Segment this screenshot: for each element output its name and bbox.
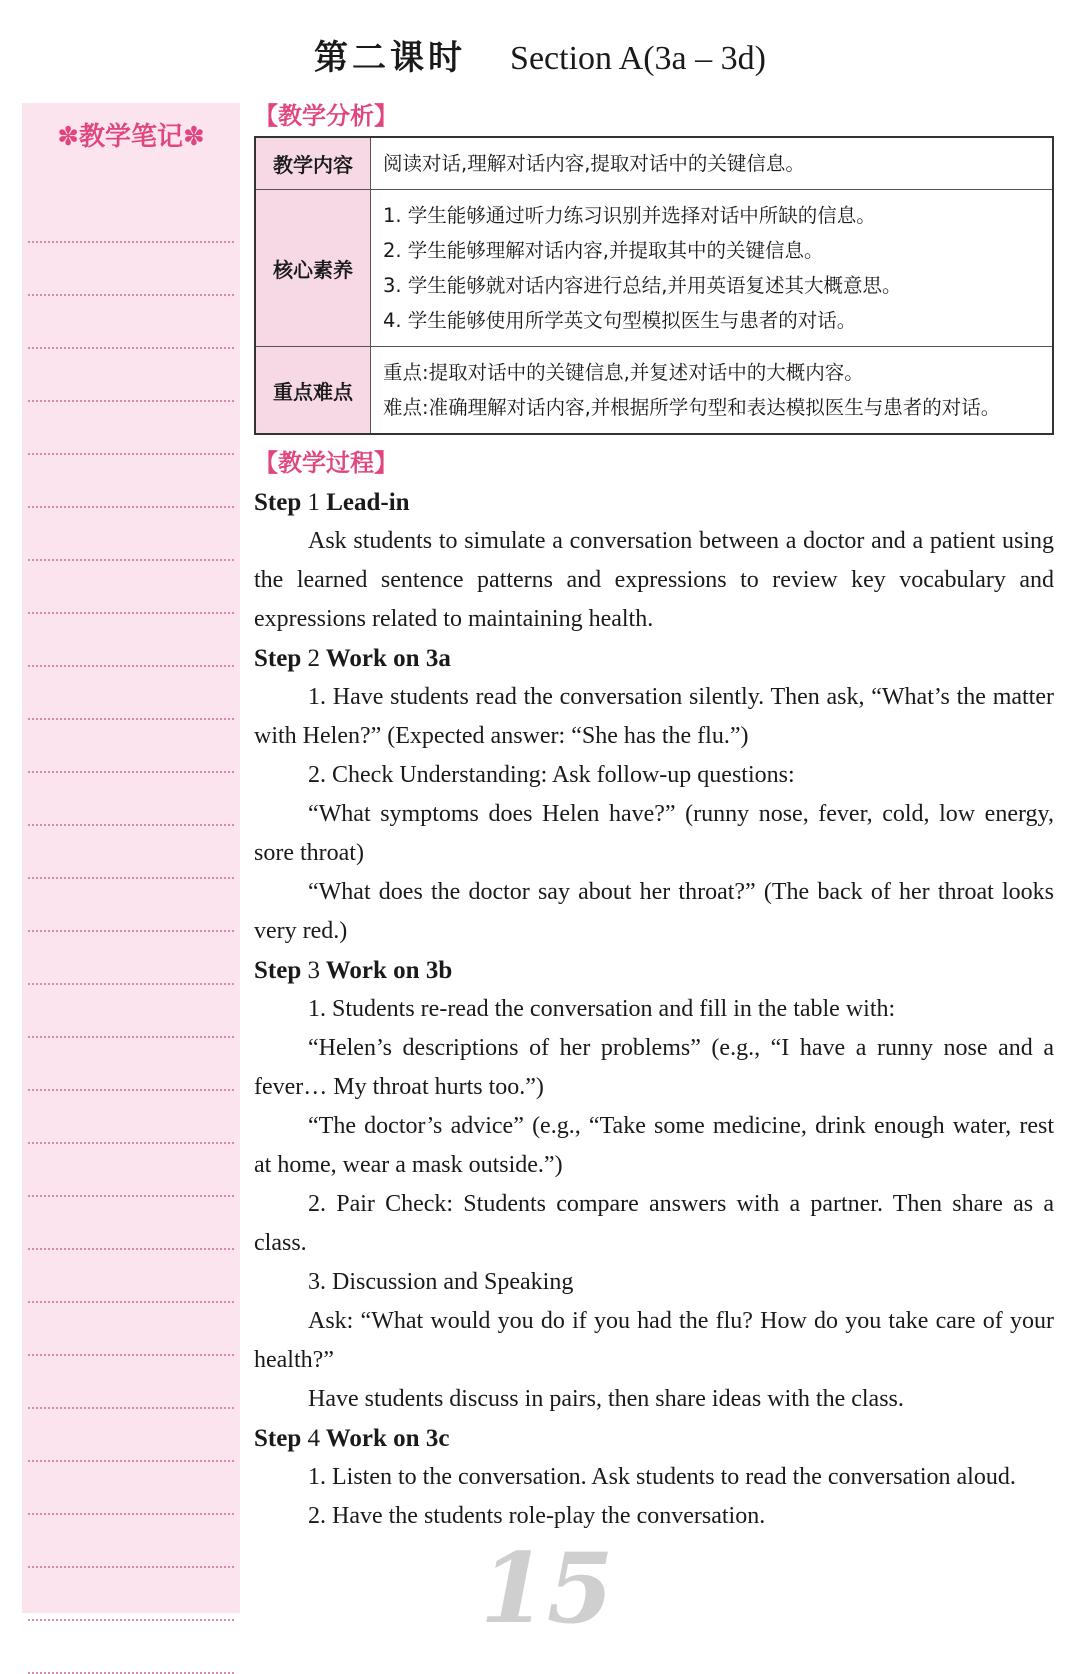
- note-line: [28, 349, 234, 402]
- note-line: [28, 1515, 234, 1568]
- step-name: Lead-in: [326, 489, 410, 516]
- table-row: [255, 347, 1053, 435]
- note-line: [28, 614, 234, 667]
- note-line: [28, 985, 234, 1038]
- row-header: 教学内容: [255, 137, 371, 190]
- step-paragraph: 1. Listen to the conversation. Ask students to read the conversation aloud.: [308, 1464, 1016, 1490]
- note-line: [28, 561, 234, 614]
- note-line: [28, 932, 234, 985]
- step-paragraph: 1. Students re-read the conversation and fill in the table with:: [308, 996, 896, 1022]
- page-title: [0, 30, 1080, 79]
- row-content: [371, 190, 1054, 347]
- note-line: [28, 1091, 234, 1144]
- note-line: [28, 402, 234, 455]
- row-header: 核心素养: [255, 190, 371, 347]
- sidebar-title: ✽教学笔记✽: [57, 122, 205, 152]
- step-word: Step: [254, 489, 302, 516]
- note-line: [28, 773, 234, 826]
- analysis-label: 【教学分析】: [254, 102, 398, 130]
- note-line: [28, 455, 234, 508]
- step-paragraph: “What does the doctor say about her throat?” (The back of her throat looks very red.): [254, 879, 1054, 944]
- step-paragraph: Ask: “What would you do if you had the flu? How do you take care of your health?”: [254, 1308, 1054, 1373]
- step-number: 3: [307, 957, 320, 984]
- note-line: [28, 243, 234, 296]
- note-line: [28, 1409, 234, 1462]
- note-line: [28, 190, 234, 243]
- content-line: 难点:准确理解对话内容,并根据所学句型和表达模拟医生与患者的对话。: [383, 396, 1001, 419]
- step-paragraph: 1. Have students read the conversation silently. Then ask, “What’s the matter with Helen?” (Expected answer: “She has the flu.”): [254, 684, 1054, 749]
- step-paragraph: Ask students to simulate a conversation between a doctor and a patient using the learned sentence patterns and expressions to review key vocabulary and expressions related to maintaining health.: [254, 528, 1054, 632]
- note-line: [28, 296, 234, 349]
- step-heading: [254, 483, 1054, 522]
- row-header: 重点难点: [255, 347, 371, 435]
- step-number: 1: [307, 489, 320, 516]
- content-line: 3. 学生能够就对话内容进行总结,并用英语复述其大概意思。: [383, 274, 902, 297]
- note-line: [28, 1356, 234, 1409]
- main-content: [254, 96, 1054, 1536]
- note-lines: [22, 190, 240, 1674]
- step-heading: [254, 639, 1054, 678]
- content-line: 重点:提取对话中的关键信息,并复述对话中的大概内容。: [383, 361, 864, 384]
- content-line: 1. 学生能够通过听力练习识别并选择对话中所缺的信息。: [383, 204, 876, 227]
- step-paragraph: Have students discuss in pairs, then share ideas with the class.: [308, 1386, 904, 1412]
- note-line: [28, 1568, 234, 1621]
- step-heading: [254, 1419, 1054, 1458]
- row-content: [371, 347, 1054, 435]
- step-name: Work on 3c: [325, 1425, 450, 1452]
- step-name: Work on 3b: [325, 957, 453, 984]
- page-number: 15: [480, 1532, 614, 1645]
- step-paragraph: 3. Discussion and Speaking: [308, 1269, 574, 1295]
- step-name: Work on 3a: [325, 645, 451, 672]
- step-paragraph: “The doctor’s advice” (e.g., “Take some medicine, drink enough water, rest at home, wear a mask outside.”): [254, 1113, 1054, 1178]
- step-paragraph: 2. Check Understanding: Ask follow-up questions:: [308, 762, 795, 788]
- step-heading: [254, 951, 1054, 990]
- lesson-title-chinese: 第二课时: [314, 38, 467, 78]
- step-paragraph: 2. Pair Check: Students compare answers with a partner. Then share as a class.: [254, 1191, 1054, 1256]
- notes-sidebar: [22, 103, 240, 1613]
- note-line: [28, 1250, 234, 1303]
- content-line: 2. 学生能够理解对话内容,并提取其中的关键信息。: [383, 239, 824, 262]
- note-line: [28, 508, 234, 561]
- note-line: [28, 667, 234, 720]
- step-word: Step: [254, 957, 302, 984]
- step-paragraph: “What symptoms does Helen have?” (runny nose, fever, cold, low energy, sore throat): [254, 801, 1054, 866]
- teaching-steps: [254, 483, 1054, 1536]
- step-paragraph: 2. Have the students role-play the conversation.: [308, 1503, 766, 1529]
- lesson-title-english: Section A(3a – 3d): [510, 40, 766, 77]
- note-line: [28, 1621, 234, 1674]
- note-line: [28, 1303, 234, 1356]
- step-word: Step: [254, 645, 302, 672]
- row-content: [371, 137, 1054, 190]
- note-line: [28, 1462, 234, 1515]
- note-line: [28, 720, 234, 773]
- step-word: Step: [254, 1425, 302, 1452]
- content-line: 阅读对话,理解对话内容,提取对话中的关键信息。: [383, 152, 805, 175]
- step-paragraph: “Helen’s descriptions of her problems” (e.g., “I have a runny nose and a fever… My throat hurts too.”): [254, 1035, 1054, 1100]
- step-number: 2: [307, 645, 320, 672]
- table-row: [255, 190, 1053, 347]
- process-label: 【教学过程】: [254, 449, 398, 477]
- content-line: 4. 学生能够使用所学英文句型模拟医生与患者的对话。: [383, 309, 857, 332]
- note-line: [28, 826, 234, 879]
- note-line: [28, 879, 234, 932]
- note-line: [28, 1038, 234, 1091]
- note-line: [28, 1144, 234, 1197]
- step-number: 4: [307, 1425, 320, 1452]
- table-row: [255, 137, 1053, 190]
- note-line: [28, 1197, 234, 1250]
- analysis-table: [254, 136, 1054, 435]
